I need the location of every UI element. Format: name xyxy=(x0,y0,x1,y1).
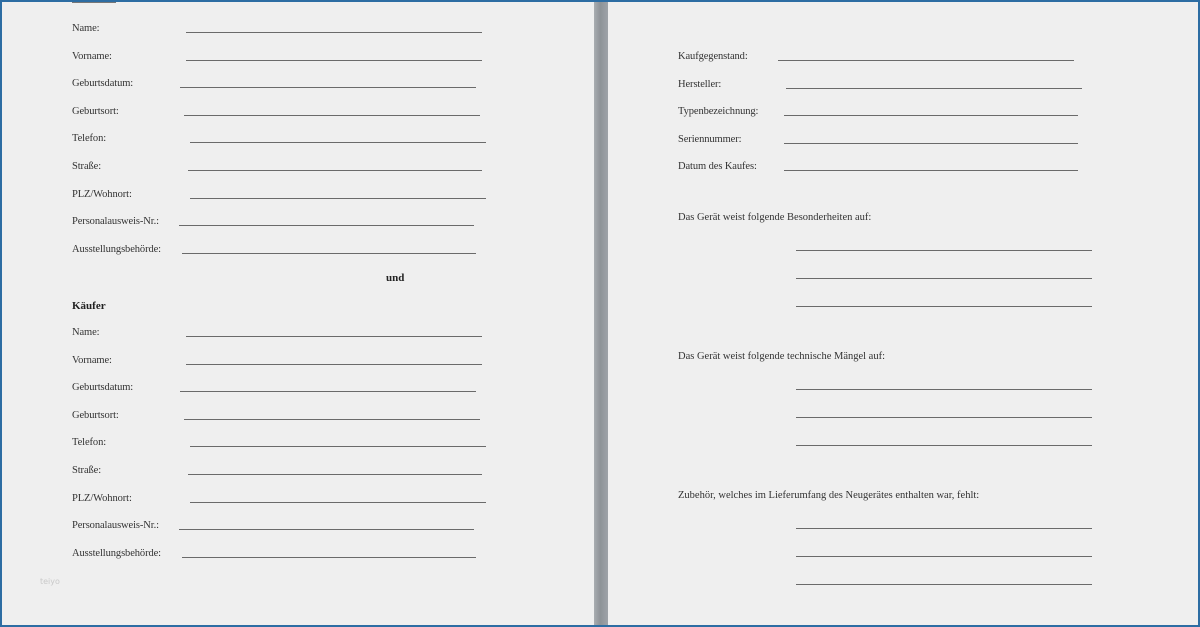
seller-id-number-row xyxy=(72,209,492,229)
seller-issuing-authority-row xyxy=(72,237,492,257)
missing-accessories-input-line[interactable] xyxy=(796,528,1092,529)
defects-input-line[interactable] xyxy=(796,389,1092,390)
buyer-street-row xyxy=(72,458,492,478)
item-serial-row xyxy=(678,127,1098,147)
seller-firstname-label: Vorname: xyxy=(72,50,112,62)
page-gutter xyxy=(594,2,608,625)
seller-name-row xyxy=(72,16,492,36)
buyer-issuing-authority-input-line[interactable] xyxy=(182,557,476,558)
seller-zip-city-row xyxy=(72,182,492,202)
seller-street-row xyxy=(72,154,492,174)
missing-accessories-input-line[interactable] xyxy=(796,556,1092,557)
defects-title: Das Gerät weist folgende technische Mängel auf: xyxy=(678,351,886,362)
item-type-input-line[interactable] xyxy=(784,115,1078,116)
buyer-birthdate-label: Geburtsdatum: xyxy=(72,382,134,394)
buyer-issuing-authority-label: Ausstellungsbehörde: xyxy=(72,547,161,559)
buyer-birthplace-row xyxy=(72,403,492,423)
seller-phone-label: Telefon: xyxy=(72,133,107,145)
buyer-firstname-label: Vorname: xyxy=(72,354,112,366)
seller-phone-row xyxy=(72,126,492,146)
item-type-label: Typenbezeichnung: xyxy=(678,106,759,118)
seller-birthplace-row xyxy=(72,99,492,119)
missing-accessories-title: Zubehör, welches im Lieferumfang des Neugerätes enthalten war, fehlt: xyxy=(678,490,980,501)
seller-zip-city-label: PLZ/Wohnort: xyxy=(72,188,132,200)
seller-birthdate-row xyxy=(72,71,492,91)
seller-id-number-input-line[interactable] xyxy=(179,225,474,226)
buyer-name-input-line[interactable] xyxy=(186,336,482,337)
buyer-birthdate-row xyxy=(72,375,492,395)
seller-zip-city-input-line[interactable] xyxy=(190,198,486,199)
item-purchase-date-row xyxy=(678,154,1098,174)
seller-name-label: Name: xyxy=(72,23,100,34)
seller-birthplace-label: Geburtsort: xyxy=(72,105,119,117)
item-serial-input-line[interactable] xyxy=(784,143,1078,144)
separator-text: und xyxy=(386,272,405,284)
buyer-street-label: Straße: xyxy=(72,465,102,476)
buyer-birthplace-label: Geburtsort: xyxy=(72,409,119,421)
item-purchase-date-label: Datum des Kaufes: xyxy=(678,161,757,173)
seller-firstname-row xyxy=(72,44,492,64)
buyer-issuing-authority-row xyxy=(72,541,492,561)
buyer-phone-label: Telefon: xyxy=(72,437,107,449)
seller-name-input-line[interactable] xyxy=(186,32,482,33)
features-input-line[interactable] xyxy=(796,306,1092,307)
buyer-zip-city-label: PLZ/Wohnort: xyxy=(72,492,132,504)
seller-phone-input-line[interactable] xyxy=(190,142,486,143)
buyer-firstname-row xyxy=(72,348,492,368)
seller-id-number-label: Personalausweis-Nr.: xyxy=(72,216,159,228)
seller-street-input-line[interactable] xyxy=(188,170,482,171)
buyer-phone-row xyxy=(72,430,492,450)
item-manufacturer-row xyxy=(678,72,1098,92)
buyer-name-label: Name: xyxy=(72,327,100,338)
buyer-id-number-row xyxy=(72,513,492,533)
buyer-birthdate-input-line[interactable] xyxy=(180,391,476,392)
buyer-heading: Käufer xyxy=(72,300,106,312)
item-object-input-line[interactable] xyxy=(778,60,1074,61)
buyer-street-input-line[interactable] xyxy=(188,474,482,475)
defects-input-line[interactable] xyxy=(796,417,1092,418)
item-manufacturer-input-line[interactable] xyxy=(786,88,1082,89)
missing-accessories-input-line[interactable] xyxy=(796,584,1092,585)
features-input-line[interactable] xyxy=(796,278,1092,279)
buyer-name-row xyxy=(72,320,492,340)
item-serial-label: Seriennummer: xyxy=(678,133,742,145)
seller-street-label: Straße: xyxy=(72,161,102,172)
seller-issuing-authority-input-line[interactable] xyxy=(182,253,476,254)
watermark: teiyo xyxy=(40,577,60,586)
buyer-id-number-label: Personalausweis-Nr.: xyxy=(72,520,159,532)
document-frame xyxy=(2,2,1198,625)
defects-input-line[interactable] xyxy=(796,445,1092,446)
item-object-label: Kaufgegenstand: xyxy=(678,51,748,62)
features-title: Das Gerät weist folgende Besonderheiten auf: xyxy=(678,212,872,223)
buyer-zip-city-row xyxy=(72,486,492,506)
seller-issuing-authority-label: Ausstellungsbehörde: xyxy=(72,243,161,255)
buyer-zip-city-input-line[interactable] xyxy=(190,502,486,503)
buyer-id-number-input-line[interactable] xyxy=(179,529,474,530)
buyer-phone-input-line[interactable] xyxy=(190,446,486,447)
page-left xyxy=(2,2,594,625)
seller-birthdate-label: Geburtsdatum: xyxy=(72,78,134,90)
item-type-row xyxy=(678,99,1098,119)
seller-birthplace-input-line[interactable] xyxy=(184,115,480,116)
item-object-row xyxy=(678,44,1098,64)
features-input-line[interactable] xyxy=(796,250,1092,251)
page-right xyxy=(608,2,1198,625)
buyer-birthplace-input-line[interactable] xyxy=(184,419,480,420)
item-purchase-date-input-line[interactable] xyxy=(784,170,1078,171)
buyer-firstname-input-line[interactable] xyxy=(186,364,482,365)
seller-birthdate-input-line[interactable] xyxy=(180,87,476,88)
cut-off-heading-underline xyxy=(72,2,116,3)
item-manufacturer-label: Hersteller: xyxy=(678,78,722,90)
seller-firstname-input-line[interactable] xyxy=(186,60,482,61)
